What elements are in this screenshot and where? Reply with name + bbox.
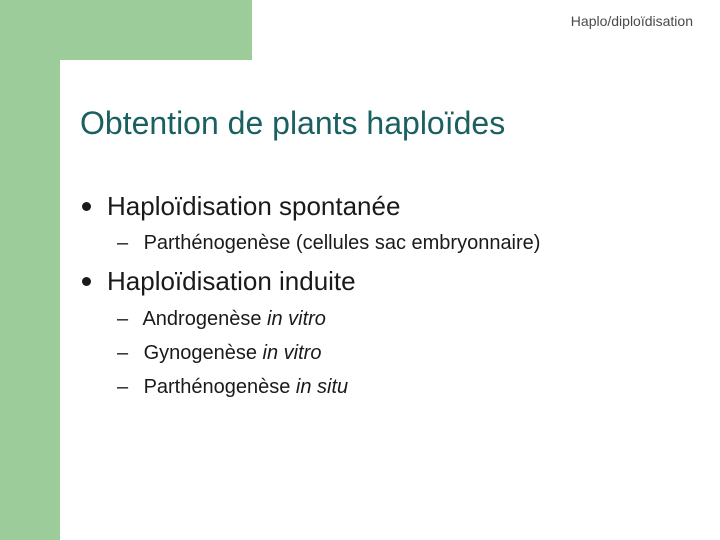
bullet-item <box>82 266 356 297</box>
content-corner <box>60 60 90 90</box>
sub-bullet-italic: in vitro <box>262 342 322 364</box>
sub-bullet-text: Parthénogenèse <box>143 376 296 398</box>
dash-icon: – <box>117 376 129 398</box>
sub-bullet-italic: in vitro <box>267 308 326 330</box>
bullet-item <box>82 191 400 222</box>
bullet-label: Haploïdisation spontanée <box>107 191 401 221</box>
slide-header: Haplo/diploïdisation <box>570 13 693 29</box>
sub-bullet-item <box>117 376 348 399</box>
sub-bullet-italic: in situ <box>295 376 349 398</box>
dash-icon: – <box>117 232 129 254</box>
slide-title: Obtention de plants haploïdes <box>80 105 506 141</box>
dash-icon: – <box>117 308 129 330</box>
sub-bullet-text: Gynogenèse <box>143 342 263 364</box>
sub-bullet-item <box>117 342 321 365</box>
sub-bullet-text: Parthénogenèse (cellules sac embryonnaire) <box>143 232 541 254</box>
bullet-label: Haploïdisation induite <box>107 266 356 296</box>
bullet-dot-icon <box>82 277 91 286</box>
top-green-band <box>0 0 252 60</box>
left-green-band <box>0 0 60 540</box>
sub-bullet-item <box>117 308 326 331</box>
sub-bullet-text: Androgenèse <box>142 308 267 330</box>
dash-icon: – <box>117 342 129 364</box>
sub-bullet-item <box>117 232 540 255</box>
bullet-dot-icon <box>82 202 91 211</box>
